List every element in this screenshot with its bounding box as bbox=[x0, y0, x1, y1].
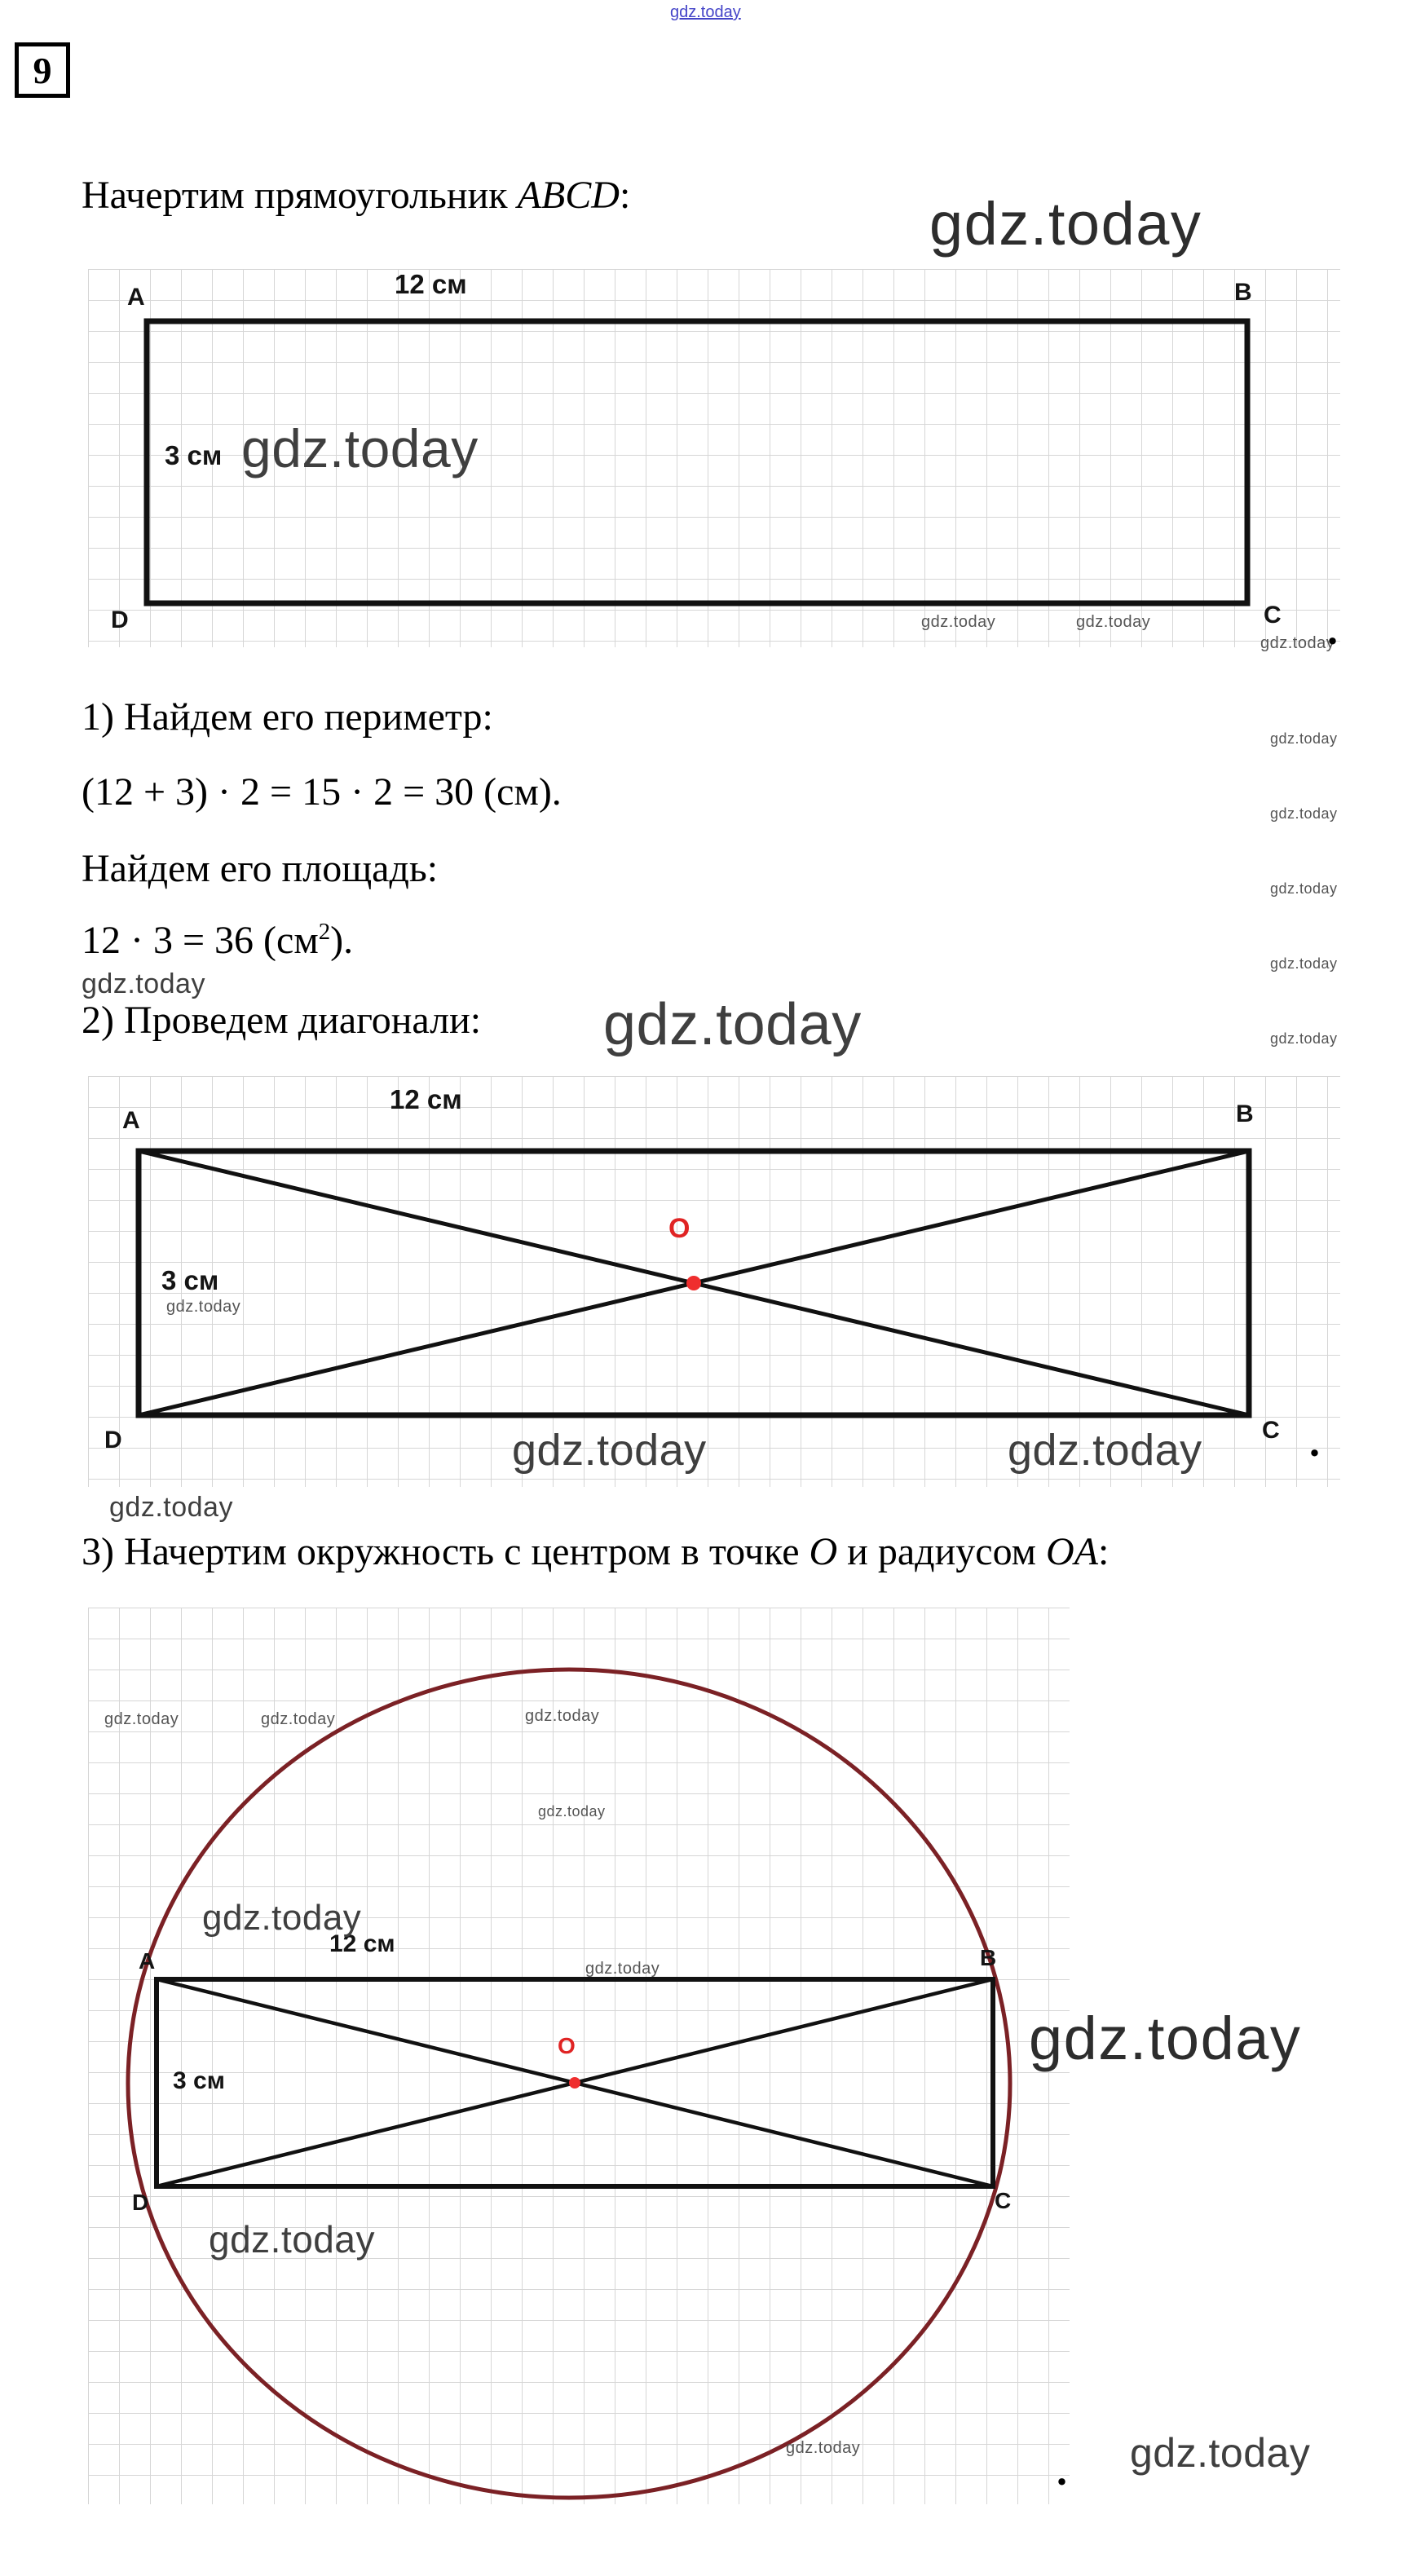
gdz-watermark: gdz.today bbox=[209, 2218, 375, 2261]
rectangle-diagram bbox=[88, 269, 1340, 652]
step3-prefix: 3) Начертим окружность с центром в точке bbox=[82, 1530, 810, 1573]
area-formula bbox=[82, 918, 353, 963]
gdz-watermark: gdz.today bbox=[1270, 1030, 1338, 1047]
gdz-watermark: gdz.today bbox=[166, 1298, 241, 1316]
width-label: 12 см bbox=[395, 269, 467, 299]
center-label-o: O bbox=[668, 1213, 690, 1244]
gdz-watermark: gdz.today bbox=[1270, 880, 1338, 897]
gdz-watermark: gdz.today bbox=[202, 1898, 362, 1938]
step3-title bbox=[82, 1529, 1109, 1574]
center-point-o bbox=[569, 2077, 580, 2089]
diagonals-diagram bbox=[88, 1076, 1340, 1487]
perimeter-formula: (12 + 3) · 2 = 15 · 2 = 30 (см). bbox=[82, 770, 562, 814]
corner-label-c: C bbox=[1264, 602, 1282, 629]
period-mark: . bbox=[1327, 607, 1338, 654]
period-mark: . bbox=[1309, 1419, 1320, 1466]
step3-mid: и радиусом bbox=[837, 1530, 1047, 1573]
shape-name-abcd: ABCD bbox=[517, 174, 620, 217]
gdz-watermark: gdz.today bbox=[109, 1492, 233, 1523]
corner-label-b: B bbox=[1234, 279, 1252, 306]
step2-title: 2) Проведем диагонали: bbox=[82, 999, 482, 1042]
gdz-watermark: gdz.today bbox=[261, 1710, 336, 1728]
gdz-watermark: gdz.today bbox=[585, 1960, 660, 1978]
problem-number-box bbox=[15, 42, 70, 98]
gdz-watermark: gdz.today bbox=[1270, 730, 1338, 747]
area-title: Найдем его площадь: bbox=[82, 847, 439, 890]
gdz-watermark: gdz.today bbox=[929, 190, 1202, 258]
gdz-watermark: gdz.today bbox=[1008, 1426, 1202, 1475]
gdz-watermark: gdz.today bbox=[1260, 634, 1335, 652]
area-formula-tail: ). bbox=[330, 919, 354, 962]
gdz-watermark: gdz.today bbox=[512, 1426, 707, 1475]
gdz-watermark: gdz.today bbox=[786, 2439, 861, 2457]
width-label: 12 см bbox=[390, 1084, 462, 1114]
corner-label-d: D bbox=[104, 1427, 122, 1453]
corner-label-c: C bbox=[1262, 1417, 1280, 1444]
gdz-watermark: gdz.today bbox=[1076, 613, 1151, 631]
step3-colon: : bbox=[1098, 1530, 1110, 1573]
gdz-watermark: gdz.today bbox=[525, 1707, 600, 1725]
gdz-watermark: gdz.today bbox=[241, 418, 479, 479]
gdz-watermark: gdz.today bbox=[1029, 2005, 1302, 2072]
corner-label-a: A bbox=[122, 1107, 140, 1134]
problem-number: 9 bbox=[33, 49, 52, 91]
corner-label-b: B bbox=[980, 1945, 997, 1970]
gdz-watermark: gdz.today bbox=[82, 968, 205, 999]
gdz-watermark: gdz.today bbox=[921, 613, 996, 631]
area-formula-exponent: 2 bbox=[318, 919, 331, 945]
intro-colon: : bbox=[619, 174, 631, 217]
center-label-o: O bbox=[558, 2033, 576, 2058]
gdz-watermark: gdz.today bbox=[603, 992, 862, 1057]
intro-line bbox=[82, 173, 630, 218]
corner-label-d: D bbox=[111, 607, 129, 633]
width-label: 12 см bbox=[329, 1930, 395, 1957]
center-point-o bbox=[686, 1276, 701, 1290]
height-label: 3 см bbox=[165, 440, 223, 470]
corner-label-c: C bbox=[995, 2188, 1012, 2213]
area-formula-base: 12 · 3 = 36 (см bbox=[82, 919, 319, 962]
gdz-site-link[interactable]: gdz.today bbox=[670, 3, 741, 21]
circle-diagram bbox=[88, 1608, 1070, 2504]
gdz-watermark: gdz.today bbox=[1270, 805, 1338, 822]
period-mark: . bbox=[1057, 2448, 1067, 2494]
corner-label-a: A bbox=[139, 1948, 156, 1974]
corner-label-a: A bbox=[127, 284, 145, 311]
gdz-watermark: gdz.today bbox=[1130, 2430, 1311, 2476]
gdz-watermark: gdz.today bbox=[1270, 955, 1338, 972]
height-label: 3 см bbox=[161, 1265, 219, 1295]
intro-text: Начертим прямоугольник bbox=[82, 174, 518, 217]
point-o: O bbox=[809, 1530, 838, 1573]
corner-label-d: D bbox=[132, 2190, 149, 2215]
height-label: 3 см bbox=[173, 2067, 225, 2094]
circle-figure bbox=[88, 1608, 1070, 2504]
gdz-watermark: gdz.today bbox=[538, 1803, 606, 1820]
step1-title: 1) Найдем его периметр: bbox=[82, 695, 493, 739]
radius-oa: OA bbox=[1046, 1530, 1099, 1573]
corner-label-b: B bbox=[1236, 1101, 1254, 1127]
gdz-watermark: gdz.today bbox=[104, 1710, 179, 1728]
